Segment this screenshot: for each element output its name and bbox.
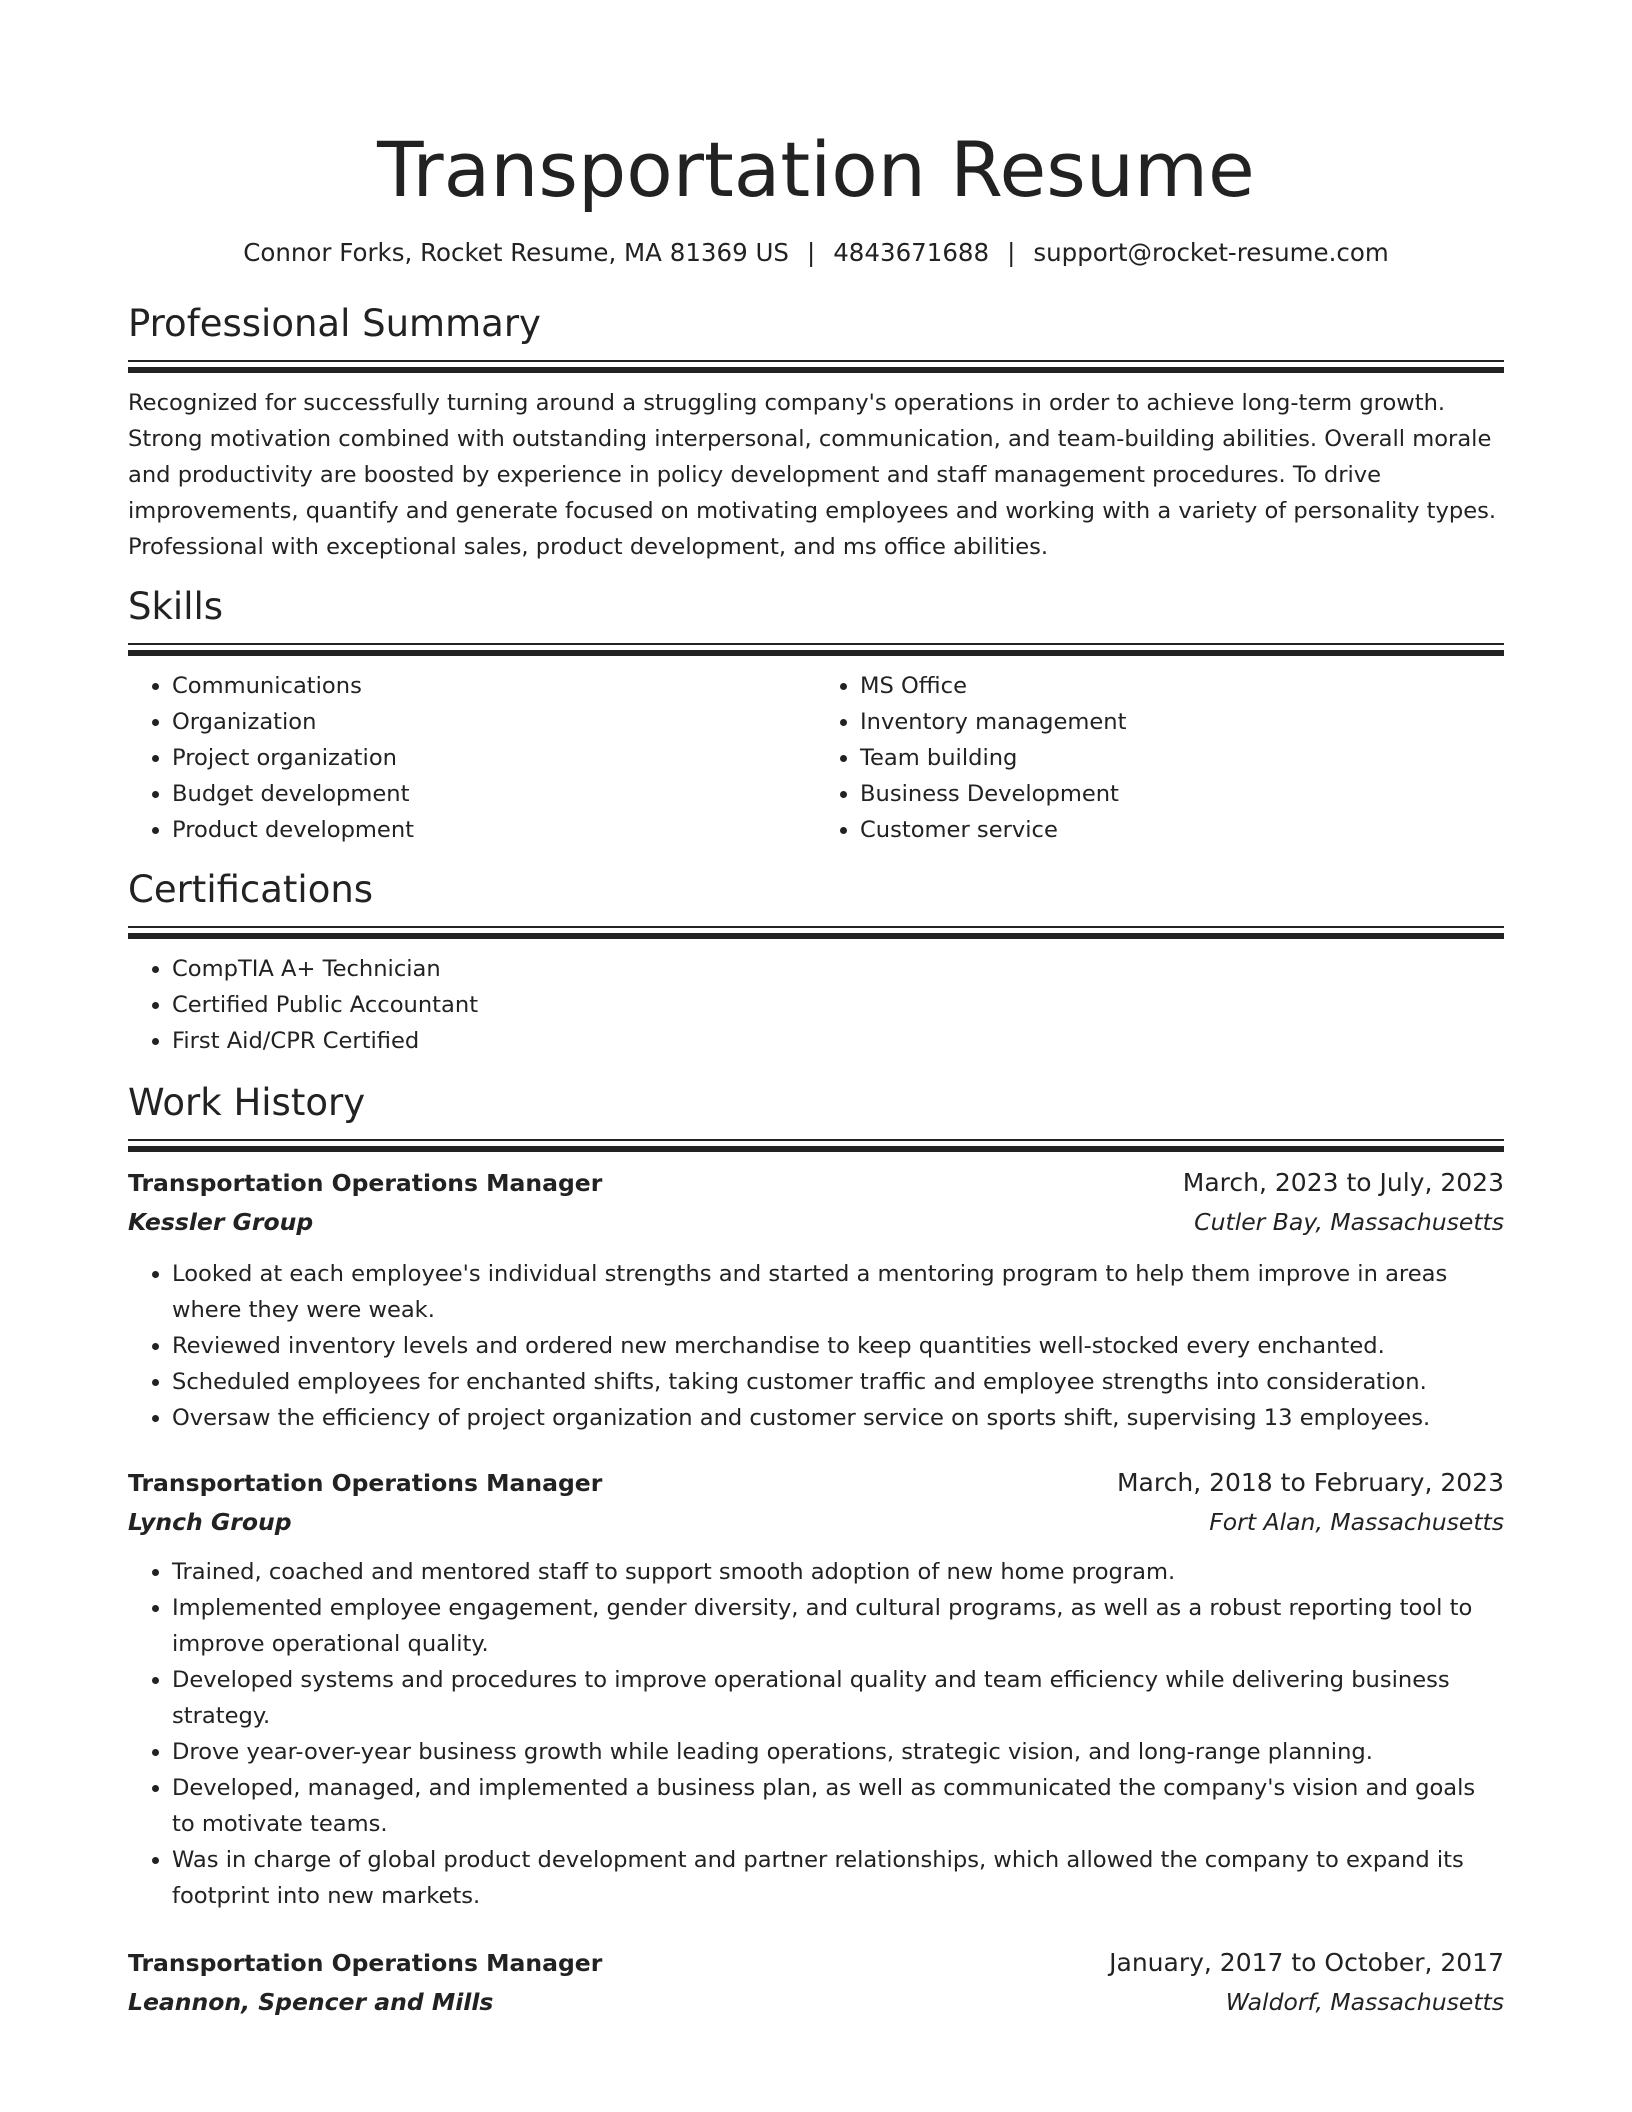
list-item: • Organization [172, 704, 816, 740]
contact-line [128, 236, 1504, 270]
summary-section [128, 300, 1504, 565]
list-item: • Was in charge of global product development and partner relationships, which allowed the company to expand its footprint into new markets. [172, 1842, 1504, 1914]
job-company: Leannon, Spencer and Mills [128, 1988, 494, 2016]
job-dates: March, 2018 to February, 2023 [1116, 1468, 1504, 1497]
skills-list-right [816, 668, 1504, 848]
job-subheader [128, 1202, 1504, 1242]
list-item: • Certified Public Accountant [172, 987, 1504, 1023]
list-item: • Trained, coached and mentored staff to support smooth adoption of new home program. [172, 1554, 1504, 1590]
list-item: • Reviewed inventory levels and ordered new merchandise to keep quantities well-stocked every enchanted. [172, 1328, 1504, 1364]
certifications-section [128, 866, 1504, 1059]
list-item: • Team building [860, 740, 1504, 776]
list-item: • Customer service [860, 812, 1504, 848]
list-item: • MS Office [860, 668, 1504, 704]
list-item: • Oversaw the efficiency of project organization and customer service on sports shift, supervising 13 employees. [172, 1400, 1504, 1436]
list-item: • Project organization [172, 740, 816, 776]
list-item: • Product development [172, 812, 816, 848]
list-item: • Budget development [172, 776, 816, 812]
job-location: Waldorf, Massachusetts [1225, 1988, 1504, 2016]
job-header [128, 1464, 1504, 1502]
contact-phone: 4843671688 [833, 238, 990, 267]
section-heading-skills: Skills [128, 585, 224, 628]
resume-title: Transportation Resume [377, 125, 1255, 214]
job-company: Kessler Group [128, 1208, 314, 1236]
job-title: Transportation Operations Manager [128, 1469, 603, 1497]
summary-text: Recognized for successfully turning around a struggling company's operations in order to achieve long-term growth. Strong motivation combined with outstanding interpersonal, communication, and team-building abilities. Overall morale and productivity are boosted by experience in policy development and staff management procedures. To drive improvements, quantify and generate focused on motivating employees and working with a variety of personality types. Professional with exceptional sales, product development, and ms office abilities. [128, 390, 1497, 560]
contact-separator: | [806, 238, 816, 267]
contact-address: Connor Forks, Rocket Resume, MA 81369 US [243, 238, 789, 267]
list-item: • First Aid/CPR Certified [172, 1023, 1504, 1059]
skills-grid [128, 668, 1504, 848]
section-divider [128, 360, 1504, 371]
list-item: • Inventory management [860, 704, 1504, 740]
section-divider [128, 1139, 1504, 1150]
list-item: • Scheduled employees for enchanted shifts, taking customer traffic and employee strengths into consideration. [172, 1364, 1504, 1400]
resume-content [128, 0, 1504, 2022]
job-title: Transportation Operations Manager [128, 1949, 603, 1977]
list-item: • CompTIA A+ Technician [172, 951, 1504, 987]
certifications-list [128, 951, 1504, 1059]
section-heading-summary: Professional Summary [128, 302, 541, 345]
job-dates: March, 2023 to July, 2023 [1182, 1168, 1504, 1197]
job-subheader [128, 1502, 1504, 1542]
job-bullets [128, 1256, 1504, 1436]
job-entry [128, 1464, 1504, 1914]
list-item: • Developed systems and procedures to improve operational quality and team efficiency while delivering business strategy. [172, 1662, 1504, 1734]
section-divider [128, 926, 1504, 937]
list-item: • Implemented employee engagement, gender diversity, and cultural programs, as well as a robust reporting tool to improve operational quality. [172, 1590, 1504, 1662]
job-title: Transportation Operations Manager [128, 1169, 603, 1197]
job-header [128, 1164, 1504, 1202]
section-divider [128, 643, 1504, 654]
list-item: • Drove year-over-year business growth while leading operations, strategic vision, and long-range planning. [172, 1734, 1504, 1770]
contact-email[interactable]: support@rocket-resume.com [1033, 238, 1389, 267]
job-dates: January, 2017 to October, 2017 [1109, 1948, 1504, 1977]
job-header [128, 1944, 1504, 1982]
work-history-section [128, 1079, 1504, 2022]
job-location: Cutler Bay, Massachusetts [1194, 1208, 1504, 1236]
section-heading-certifications: Certifications [128, 868, 374, 911]
list-item: • Business Development [860, 776, 1504, 812]
skills-section [128, 583, 1504, 848]
list-item: • Communications [172, 668, 816, 704]
contact-separator: | [1007, 238, 1016, 267]
job-subheader [128, 1982, 1504, 2022]
job-entry [128, 1944, 1504, 2022]
job-location: Fort Alan, Massachusetts [1209, 1508, 1504, 1536]
list-item: • Looked at each employee's individual strengths and started a mentoring program to help them improve in areas where they were weak. [172, 1256, 1504, 1328]
skills-list-left [128, 668, 816, 848]
section-heading-work-history: Work History [128, 1081, 366, 1124]
job-bullets [128, 1554, 1504, 1914]
job-entry [128, 1164, 1504, 1436]
job-company: Lynch Group [128, 1508, 292, 1536]
list-item: • Developed, managed, and implemented a business plan, as well as communicated the company's vision and goals to motivate teams. [172, 1770, 1504, 1842]
